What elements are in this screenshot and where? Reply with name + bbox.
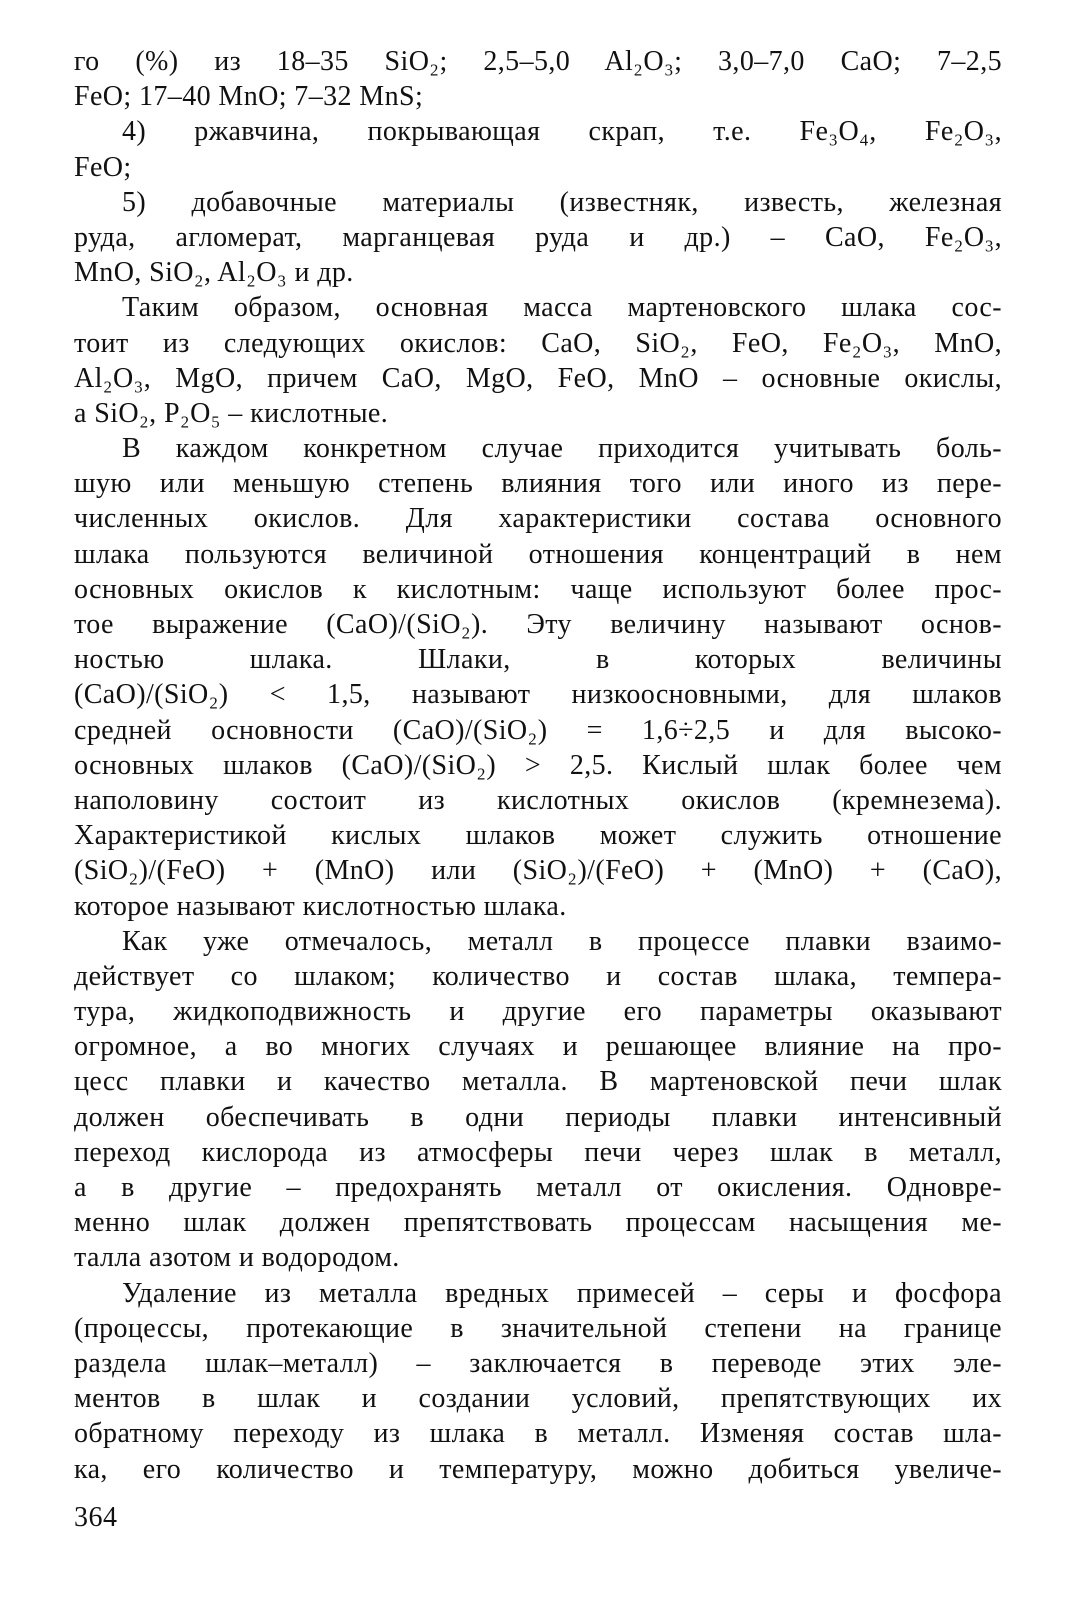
text-line: (SiO₂)/(FeO) + (MnO) или (SiO₂)/(FeO) + (MnO) + (CaO),	[74, 855, 1002, 887]
text-line: а SiO₂, P₂O₅ – кислотные.	[74, 397, 389, 429]
text-line: численных окислов. Для характеристики состава основного	[74, 503, 1002, 535]
text-line: тоит из следующих окислов: CaO, SiO₂, FeO, Fe₂O₃, MnO,	[74, 327, 1002, 359]
text-line: Как уже отмечалось, металл в процессе плавки взаимо-	[122, 925, 1002, 957]
text-line: шую или меньшую степень влияния того или иного из пере-	[74, 468, 1002, 500]
text-line: которое называют кислотностью шлака.	[74, 890, 567, 922]
text-line: FeO;	[74, 151, 132, 183]
text-line: должен обеспечивать в одни периоды плавки интенсивный	[74, 1101, 1002, 1133]
text-line: 4) ржавчина, покрывающая скрап, т.е. Fe₃O₄, Fe₂O₃,	[122, 116, 1002, 148]
text-line: а в другие – предохранять металл от окисления. Одновре-	[74, 1172, 1002, 1203]
text-line: ка, его количество и температуру, можно добиться увеличе-	[74, 1453, 1002, 1485]
text-line: FeO; 17–40 MnO; 7–32 MnS;	[74, 81, 424, 113]
text-line: Удаление из металла вредных примесей – серы и фосфора	[122, 1277, 1002, 1309]
text-line: (процессы, протекающие в значительной степени на границе	[74, 1312, 1002, 1344]
text-line: ментов в шлак и создании условий, препятствующих их	[74, 1383, 1002, 1415]
text-line: переход кислорода из атмосферы печи через шлак в металл,	[74, 1136, 1002, 1168]
text-line: го (%) из 18–35 SiO₂; 2,5–5,0 Al₂O₃; 3,0–7,0 CaO; 7–2,5	[74, 46, 1002, 77]
text-line: ностью шлака. Шлаки, в которых величины	[74, 644, 1002, 676]
text-line: В каждом конкретном случае приходится учитывать боль-	[122, 433, 1002, 465]
text-line: шлака пользуются величиной отношения концентраций в нем	[74, 538, 1002, 570]
text-line: тура, жидкоподвижность и другие его параметры оказывают	[74, 996, 1002, 1028]
text-line: руда, агломерат, марганцевая руда и др.) – CaO, Fe₂O₃,	[74, 221, 1002, 253]
text-line: наполовину состоит из кислотных окислов (кремнезема).	[74, 784, 1002, 816]
text-line: обратному переходу из шлака в металл. Изменяя состав шла-	[74, 1418, 1002, 1450]
text-line: Al₂O₃, MgO, причем CaO, MgO, FeO, MnO – основные окислы,	[74, 362, 1002, 394]
text-line: (CaO)/(SiO₂) < 1,5, называют низкоосновными, для шлаков	[74, 679, 1002, 711]
text-line: средней основности (CaO)/(SiO₂) = 1,6÷2,5 и для высоко-	[74, 714, 1002, 746]
text-line: менно шлак должен препятствовать процессам насыщения ме-	[74, 1207, 1002, 1239]
text-line: Таким образом, основная масса мартеновского шлака сос-	[122, 292, 1002, 324]
text-line: Характеристикой кислых шлаков может служить отношение	[74, 820, 1002, 852]
text-line: MnO, SiO₂, Al₂O₃ и др.	[74, 257, 354, 289]
text-line: талла азотом и водородом.	[74, 1242, 400, 1274]
text-line: действует со шлаком; количество и состав шлака, темпера-	[74, 960, 1002, 992]
text-line: огромное, а во многих случаях и решающее влияние на про-	[74, 1031, 1002, 1063]
text-line: цесс плавки и качество металла. В мартеновской печи шлак	[74, 1066, 1002, 1098]
text-line: основных окислов к кислотным: чаще используют более прос-	[74, 573, 1002, 605]
page-body	[74, 44, 1002, 1487]
text-line: 5) добавочные материалы (известняк, известь, железная	[122, 186, 1002, 218]
text-line: тое выражение (CaO)/(SiO₂). Эту величину называют основ-	[74, 609, 1002, 640]
text-line: основных шлаков (CaO)/(SiO₂) > 2,5. Кислый шлак более чем	[74, 749, 1002, 781]
page-number: 364	[74, 1502, 118, 1533]
text-line: раздела шлак–металл) – заключается в переводе этих эле-	[74, 1347, 1002, 1379]
